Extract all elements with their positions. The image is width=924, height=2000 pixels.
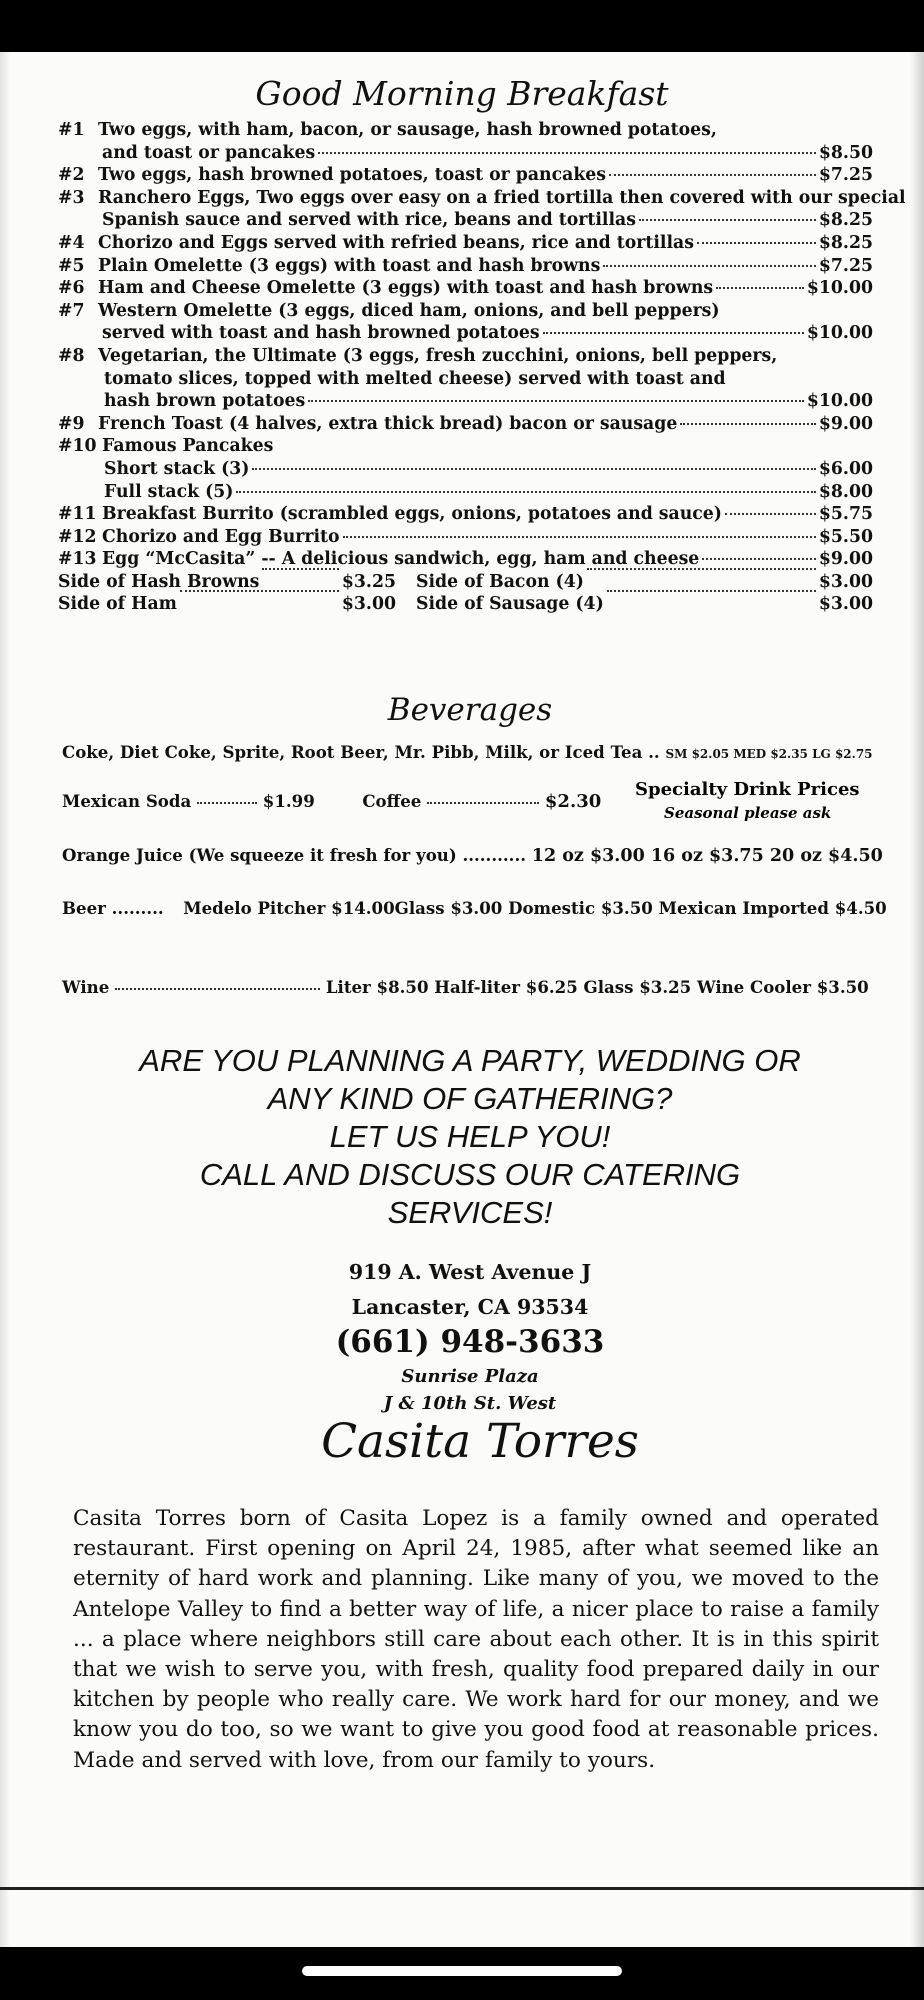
dot-leader <box>603 264 816 267</box>
dot-leader <box>725 512 816 515</box>
about-title: Casita Torres <box>321 1414 639 1469</box>
item-number: #2 <box>58 165 85 186</box>
item-number: #11 <box>58 504 97 525</box>
menu-item-cont <box>58 368 873 391</box>
item-description: Spanish sauce and served with rice, beans and tortillas <box>102 210 636 231</box>
item-description: Ham and Cheese Omelette (3 eggs) with toast and hash browns <box>98 278 714 299</box>
item-number: #6 <box>58 278 85 299</box>
dot-leader <box>318 151 816 154</box>
menu-item <box>58 255 873 278</box>
catering-line: ANY KIND OF GATHERING? <box>267 1081 673 1116</box>
item-number: #8 <box>58 345 85 366</box>
item-number: #3 <box>58 187 85 208</box>
menu-item <box>58 300 873 323</box>
dot-leader <box>702 557 816 560</box>
menu-item <box>58 119 873 142</box>
address-street: 919 A. West Avenue J <box>348 1260 592 1284</box>
item-price: $10.00 <box>806 278 873 299</box>
beer-line <box>62 898 887 918</box>
menu-item <box>58 164 873 187</box>
catering-callout <box>60 1042 880 1232</box>
item-number: #10 <box>58 436 97 457</box>
breakfast-title: Good Morning Breakfast <box>255 74 669 113</box>
menu-item <box>58 187 906 210</box>
item-price: $8.00 <box>818 481 873 502</box>
side-price: $3.25 <box>341 571 396 592</box>
side-price: $3.00 <box>818 571 873 592</box>
breakfast-menu <box>58 119 906 616</box>
menu-page <box>0 52 924 1947</box>
dot-leader <box>716 286 804 289</box>
oj-prices: 12 oz $3.00 16 oz $3.75 20 oz $4.50 <box>531 846 883 866</box>
item-price: $10.00 <box>806 323 873 344</box>
oj-label: Orange Juice (We squeeze it fresh for you) ........... <box>62 845 527 865</box>
soda-coffee-line <box>62 791 602 812</box>
item-number: #7 <box>58 300 85 321</box>
item-description: tomato slices, topped with melted cheese) served with toast and <box>104 368 726 389</box>
dot-leader <box>308 399 804 402</box>
coffee-label: Coffee <box>362 791 422 811</box>
catering-line: LET US HELP YOU! <box>329 1119 611 1154</box>
item-price: $8.25 <box>818 210 873 231</box>
bottom-divider <box>0 1887 924 1890</box>
item-description: and toast or pancakes <box>102 142 316 163</box>
phone-number: (661) 948-3633 <box>335 1324 605 1360</box>
menu-item <box>58 503 873 526</box>
item-description: Full stack (5) <box>104 481 234 502</box>
item-description: Short stack (3) <box>104 458 250 479</box>
item-description: served with toast and hash browned potatoes <box>102 323 540 344</box>
menu-item <box>58 435 873 458</box>
item-description: Vegetarian, the Ultimate (3 eggs, fresh zucchini, onions, bell peppers, <box>98 345 778 366</box>
item-description: Breakfast Burrito (scrambled eggs, onions, potatoes and sauce) <box>102 504 722 525</box>
home-indicator[interactable] <box>302 1966 622 1976</box>
dot-leader <box>252 467 815 470</box>
item-price: $6.00 <box>818 458 873 479</box>
dot-leader <box>587 567 816 570</box>
address-cross-street: J & 10th St. West <box>383 1393 557 1414</box>
page-edge-left <box>0 52 10 1947</box>
dot-leader <box>609 173 816 176</box>
item-description: Famous Pancakes <box>102 436 274 457</box>
dot-leader <box>236 490 815 493</box>
item-price: $5.50 <box>818 526 873 547</box>
page-edge-right <box>910 52 924 1947</box>
catering-line: CALL AND DISCUSS OUR CATERING <box>199 1157 741 1192</box>
menu-item-cont <box>58 142 873 165</box>
item-number: #4 <box>58 232 85 253</box>
specialty-title: Specialty Drink Prices <box>635 779 860 800</box>
soda-sizes: SM $2.05 MED $2.35 LG $2.75 <box>665 747 873 761</box>
menu-item-cont <box>58 390 873 413</box>
menu-item <box>58 232 873 255</box>
item-number: #13 <box>58 549 97 570</box>
item-description: Plain Omelette (3 eggs) with toast and hash browns <box>98 255 601 276</box>
address-city: Lancaster, CA 93534 <box>351 1295 589 1319</box>
side-price: $3.00 <box>341 594 396 615</box>
item-number: #1 <box>58 120 85 140</box>
item-description: hash brown potatoes <box>104 391 306 412</box>
dot-leader <box>197 802 257 804</box>
menu-item <box>58 413 873 436</box>
catering-line: SERVICES! <box>387 1195 553 1230</box>
soda-line <box>62 742 877 762</box>
soda-label: Coke, Diet Coke, Sprite, Root Beer, Mr. Pibb, Milk, or Iced Tea .. <box>62 742 660 762</box>
dot-leader <box>607 589 816 592</box>
side-price: $3.00 <box>818 594 873 615</box>
item-number: #5 <box>58 255 85 276</box>
dot-leader <box>639 218 816 221</box>
menu-item-cont <box>58 209 873 232</box>
dot-leader <box>427 802 539 804</box>
item-number: #12 <box>58 526 97 547</box>
dot-leader <box>680 422 816 425</box>
item-description: Chorizo and Eggs served with refried beans, rice and tortillas <box>98 232 694 253</box>
coffee-price: $2.30 <box>544 791 602 812</box>
item-description: Two eggs, hash browned potatoes, toast or pancakes <box>98 165 607 186</box>
item-price: $8.50 <box>818 142 873 163</box>
item-description: Western Omelette (3 eggs, diced ham, onions, and bell peppers) <box>98 300 720 321</box>
menu-item <box>58 526 873 549</box>
side-label: Side of Hash Browns <box>58 571 260 592</box>
menu-subitem <box>58 481 873 504</box>
item-description: Ranchero Eggs, Two eggs over easy on a fried tortilla then covered with our special <box>98 187 906 208</box>
dot-leader <box>262 567 339 570</box>
item-price: $7.25 <box>818 165 873 186</box>
orange-juice-line <box>62 845 883 866</box>
menu-item <box>58 345 873 368</box>
wine-prices: Liter $8.50 Half-liter $6.25 Glass $3.25 Wine Cooler $3.50 <box>325 977 869 997</box>
dot-leader <box>180 589 339 592</box>
beer-prices: Medelo Pitcher $14.00Glass $3.00 Domestic $3.50 Mexican Imported $4.50 <box>183 898 887 918</box>
specialty-sub: Seasonal please ask <box>664 804 832 822</box>
mexican-soda-price: $1.99 <box>262 791 315 811</box>
item-description: Egg “McCasita” -- A delicious sandwich, egg, ham and cheese <box>102 549 700 570</box>
address-plaza: Sunrise Plaza <box>401 1366 539 1387</box>
dot-leader <box>343 535 816 538</box>
wine-line <box>62 977 877 997</box>
wine-label: Wine <box>62 977 110 997</box>
item-price: $8.25 <box>818 232 873 253</box>
beverages-title: Beverages <box>387 692 553 728</box>
item-price: $7.25 <box>818 255 873 276</box>
side-label: Side of Bacon (4) <box>416 571 584 592</box>
dot-leader <box>115 988 320 990</box>
item-description: French Toast (4 halves, extra thick bread) bacon or sausage <box>98 413 678 434</box>
beer-label: Beer ......... <box>62 898 164 918</box>
side-label: Side of Ham <box>58 594 177 615</box>
dot-leader <box>697 241 816 244</box>
item-description: Two eggs, with ham, bacon, or sausage, hash browned potatoes, <box>98 120 717 140</box>
about-text: Casita Torres born of Casita Lopez is a family owned and operated restaurant. First opening on April 24, 1985, after what seemed like an eternity of hard work and planning. Like many of you, we moved to the Antelope Valley to find a better way of life, a nicer place to raise a family ... a place where neighbors still care about each other. It is in this spirit that we wish to serve you, with fresh, quality food prepared daily in our kitchen by people who really care. We work hard for our money, and we know you do too, so we want to give you good food at reasonable prices. Made and served with love, from our family to yours. <box>73 1506 879 1773</box>
menu-subitem <box>58 458 873 481</box>
mexican-soda-label: Mexican Soda <box>62 791 192 811</box>
side-label: Side of Sausage (4) <box>416 594 604 615</box>
item-number: #9 <box>58 413 85 434</box>
item-price: $9.00 <box>818 549 873 570</box>
item-price: $9.00 <box>818 413 873 434</box>
menu-item <box>58 277 873 300</box>
item-description: Chorizo and Egg Burrito <box>102 526 340 547</box>
catering-line: ARE YOU PLANNING A PARTY, WEDDING OR <box>139 1043 801 1078</box>
item-price: $10.00 <box>806 391 873 412</box>
dot-leader <box>543 331 804 334</box>
menu-item-cont <box>58 322 873 345</box>
item-price: $5.75 <box>818 504 873 525</box>
sides-row <box>58 593 873 616</box>
